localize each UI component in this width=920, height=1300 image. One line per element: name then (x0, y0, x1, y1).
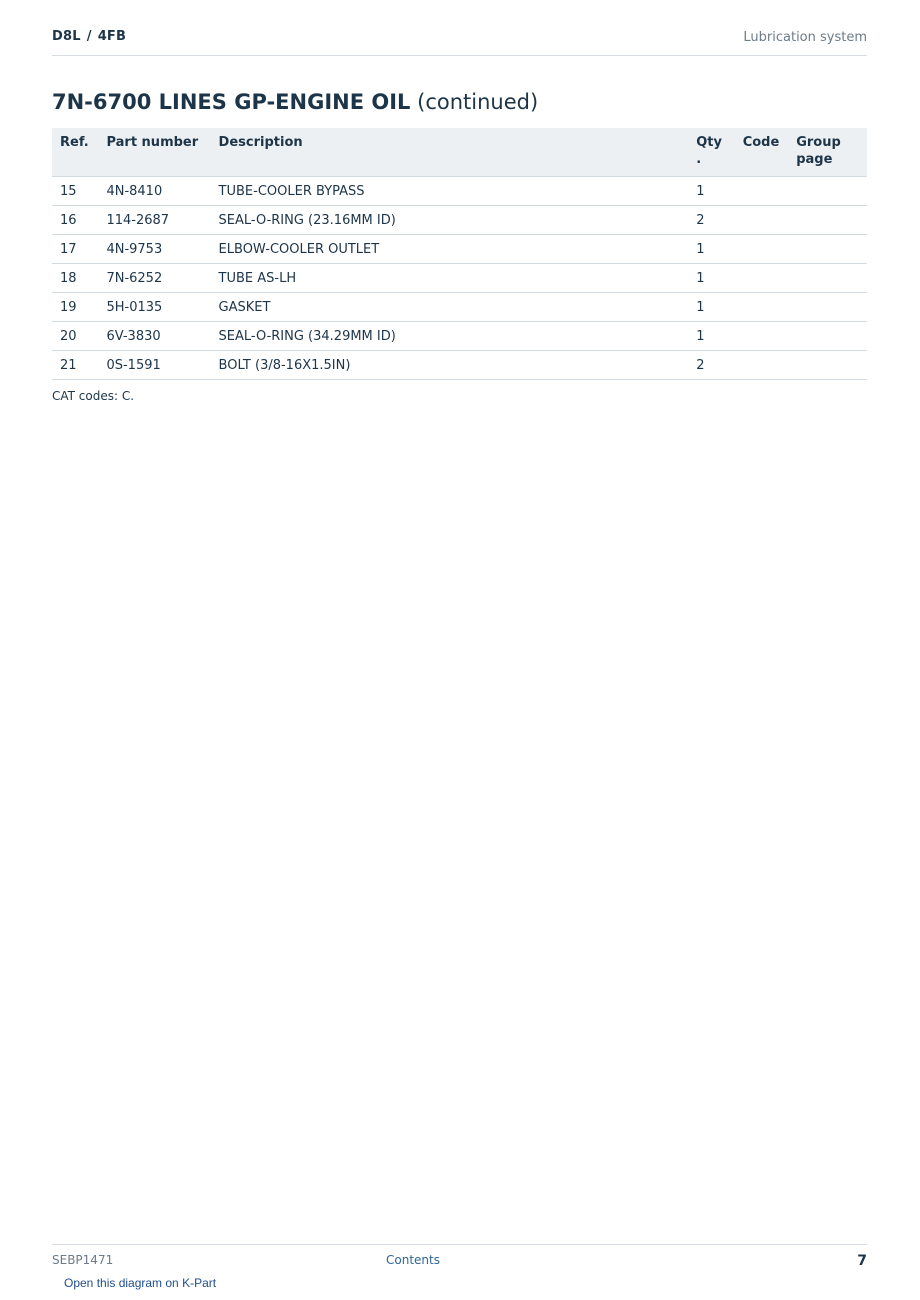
cell-qty: 1 (688, 322, 734, 351)
breadcrumb (52, 29, 126, 44)
serial-prefix: 4FB (97, 29, 127, 44)
table-row (52, 206, 867, 235)
column-header-ref: Ref. (52, 128, 98, 177)
contents-link[interactable]: Contents (386, 1253, 440, 1267)
cell-part-number: 4N-9753 (98, 235, 210, 264)
cell-description: GASKET (211, 293, 689, 322)
column-header-description: Description (211, 128, 689, 177)
cell-description: BOLT (3/8-16X1.5IN) (211, 351, 689, 380)
cell-code (735, 177, 789, 206)
table-row (52, 264, 867, 293)
cell-ref: 18 (52, 264, 98, 293)
table-row (52, 235, 867, 264)
cell-ref: 19 (52, 293, 98, 322)
table-row (52, 293, 867, 322)
cell-group-page (788, 264, 867, 293)
cell-code (735, 322, 789, 351)
cell-ref: 17 (52, 235, 98, 264)
page-footer (52, 1244, 867, 1269)
cell-group-page (788, 235, 867, 264)
parts-table (52, 128, 867, 380)
table-header (52, 128, 867, 177)
title-suffix: (continued) (417, 90, 539, 114)
title-main: 7N-6700 LINES GP-ENGINE OIL (52, 90, 411, 114)
cell-qty: 1 (688, 264, 734, 293)
cell-code (735, 293, 789, 322)
section-name: Lubrication system (743, 30, 867, 45)
cell-ref: 21 (52, 351, 98, 380)
table-row (52, 322, 867, 351)
cell-code (735, 235, 789, 264)
cell-code (735, 264, 789, 293)
cell-part-number: 0S-1591 (98, 351, 210, 380)
cell-description: ELBOW-COOLER OUTLET (211, 235, 689, 264)
cell-group-page (788, 351, 867, 380)
cell-description: SEAL-O-RING (34.29MM ID) (211, 322, 689, 351)
cell-part-number: 5H-0135 (98, 293, 210, 322)
column-header-qty: Qty . (688, 128, 734, 177)
model-name: D8L (52, 29, 81, 44)
cell-qty: 1 (688, 293, 734, 322)
cell-qty: 1 (688, 235, 734, 264)
table-row (52, 351, 867, 380)
cell-qty: 2 (688, 206, 734, 235)
cell-description: SEAL-O-RING (23.16MM ID) (211, 206, 689, 235)
page-number: 7 (857, 1253, 867, 1269)
page-title (52, 90, 538, 114)
cell-group-page (788, 206, 867, 235)
cell-description: TUBE AS-LH (211, 264, 689, 293)
document-id: SEBP1471 (52, 1253, 114, 1267)
table-row (52, 177, 867, 206)
cell-code (735, 351, 789, 380)
cell-group-page (788, 177, 867, 206)
cell-code (735, 206, 789, 235)
cell-part-number: 4N-8410 (98, 177, 210, 206)
cell-qty: 2 (688, 351, 734, 380)
column-header-code: Code (735, 128, 789, 177)
cell-group-page (788, 293, 867, 322)
cell-qty: 1 (688, 177, 734, 206)
cat-codes-note: CAT codes: C. (52, 389, 135, 403)
table-body (52, 177, 867, 380)
cell-part-number: 114-2687 (98, 206, 210, 235)
cell-description: TUBE-COOLER BYPASS (211, 177, 689, 206)
cell-ref: 16 (52, 206, 98, 235)
page-header (52, 28, 867, 56)
cell-ref: 20 (52, 322, 98, 351)
breadcrumb-separator: / (86, 29, 92, 44)
kpart-diagram-link[interactable]: Open this diagram on K-Part (64, 1276, 217, 1290)
cell-part-number: 7N-6252 (98, 264, 210, 293)
column-header-part-number: Part number (98, 128, 210, 177)
cell-group-page (788, 322, 867, 351)
cell-ref: 15 (52, 177, 98, 206)
cell-part-number: 6V-3830 (98, 322, 210, 351)
column-header-group-page: Group page (788, 128, 867, 177)
header-row (52, 128, 867, 177)
